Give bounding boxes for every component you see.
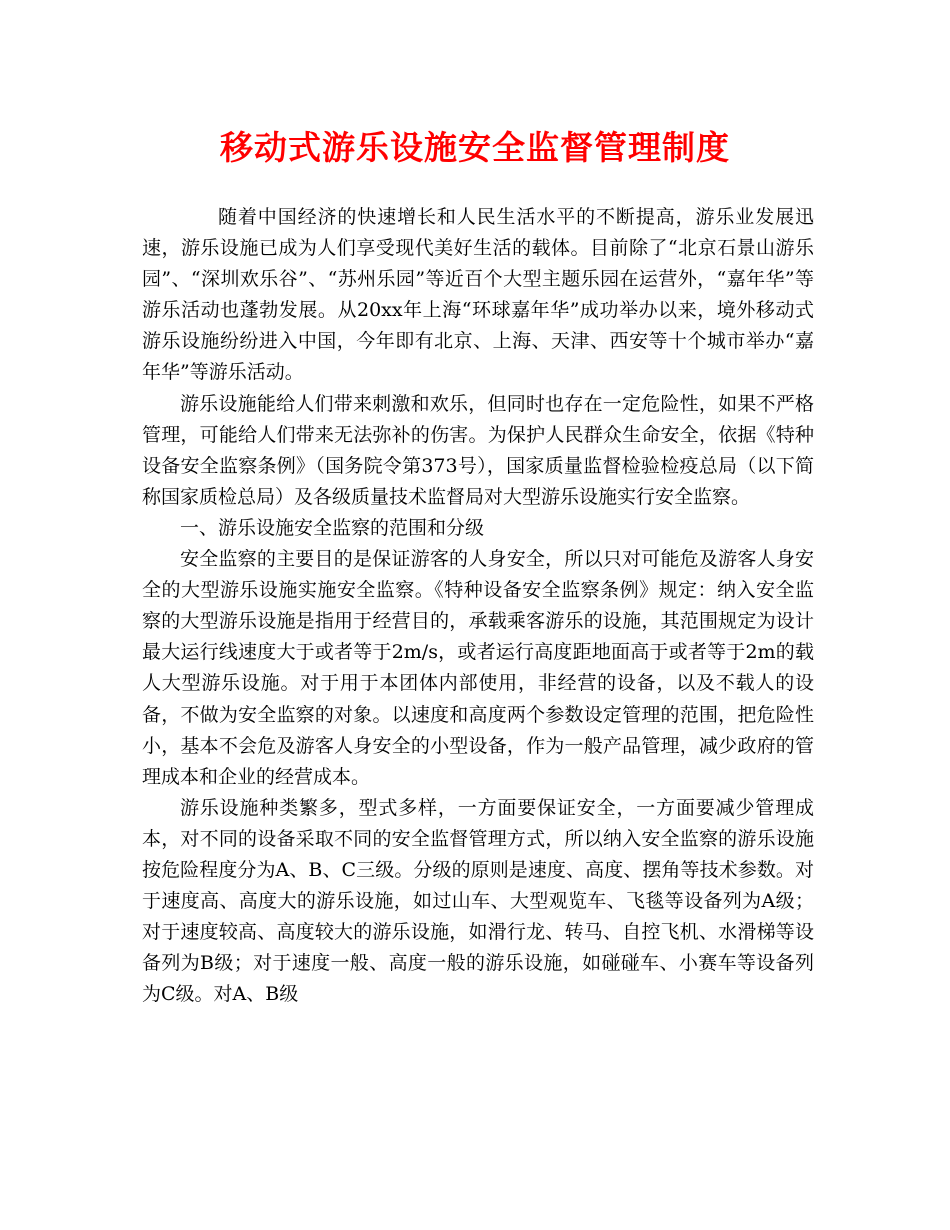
section-heading-scope: 一、游乐设施安全监察的范围和分级 [180, 516, 485, 539]
document-title: 移动式游乐设施安全监督管理制度 [220, 128, 730, 167]
paragraph-classification: 游乐设施种类繁多，型式多样，一方面要保证安全，一方面要减少管理成本，对不同的设备采取不同的安全监督管理方式，所以纳入安全监察的游乐设施按危险程度分为A、B、C三级。分级的原则是速度、高度、摆角等技术参数。对于速度高、高度大的游乐设施，如过山车、大型观览车、飞毯等设备列为A级；对于速度较高、高度较大的游乐设施，如滑行龙、转马、自控飞机、水滑梯等设备列为B级；对于速度一般、高度一般的游乐设施，如碰碰车、小赛车等设备列为C级。对A、B级 [142, 796, 814, 1006]
paragraph-supervision-scope: 安全监察的主要目的是保证游客的人身安全，所以只对可能危及游客人身安全的大型游乐设施实施安全监察。《特种设备安全监察条例》规定：纳入安全监察的大型游乐设施是指用于经营目的，承载乘客游乐的设施，其范围规定为设计最大运行线速度大于或者等于2m/s，或者运行高度距地面高于或者等于2m的载人大型游乐设施。对于用于本团体内部使用，非经营的设备，以及不载人的设备，不做为安全监察的对象。以速度和高度两个参数设定管理的范围，把危险性小，基本不会危及游客人身安全的小型设备，作为一般产品管理，减少政府的管理成本和企业的经营成本。 [142, 548, 814, 788]
paragraph-safety-basis: 游乐设施能给人们带来刺激和欢乐，但同时也存在一定危险性，如果不严格管理，可能给人们带来无法弥补的伤害。为保护人民群众生命安全，依据《特种设备安全监察条例》（国务院令第373号），国家质量监督检验检疫总局（以下简称国家质检总局）及各级质量技术监督局对大型游乐设施实行安全监察。 [142, 392, 814, 508]
paragraph-intro: 随着中国经济的快速增长和人民生活水平的不断提高，游乐业发展迅速，游乐设施已成为人们享受现代美好生活的载体。目前除了“北京石景山游乐园”、“深圳欢乐谷”、“苏州乐园”等近百个大型主题乐园在运营外，“嘉年华”等游乐活动也蓬勃发展。从20xx年上海“环球嘉年华”成功举办以来，境外移动式游乐设施纷纷进入中国，今年即有北京、上海、天津、西安等十个城市举办“嘉年华”等游乐活动。 [142, 206, 814, 384]
document-body [142, 202, 814, 1010]
